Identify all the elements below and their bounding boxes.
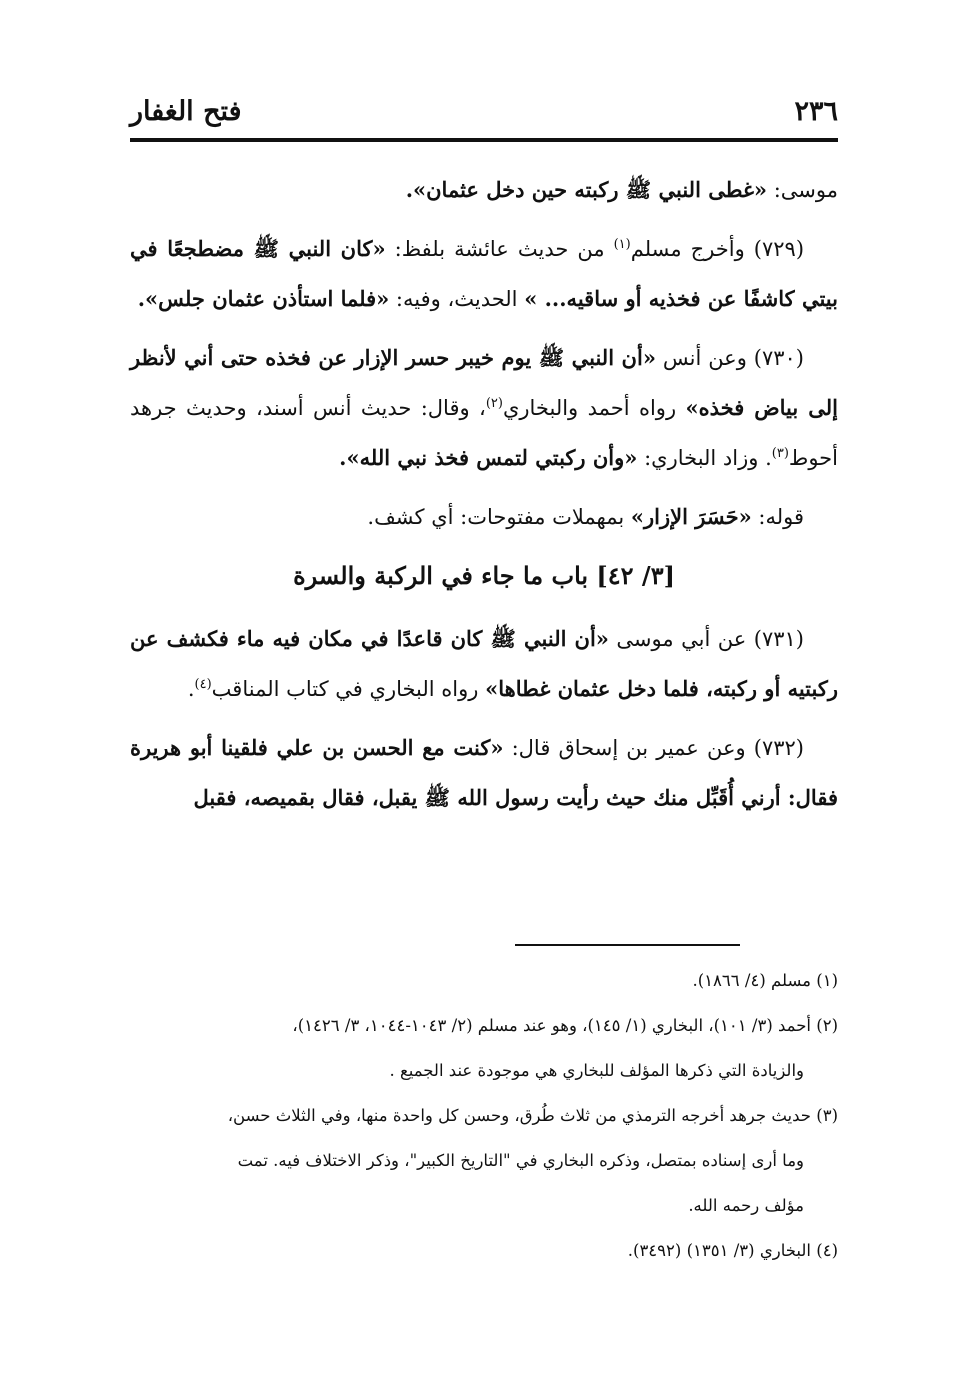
hadith-quote: «كنت مع الحسن بن علي فلقينا أبو هريرة فقال: أرني أُقَبِّل منك حيث رأيت رسول الله ﷺ يقبل، فقال بقميصه، فقبل xyxy=(130,735,838,810)
footnote-marker: (٤) xyxy=(194,677,212,692)
hadith-quote: «أن النبي ﷺ كان قاعدًا في مكان فيه ماء فكشف عن ركبتيه أو ركبته، فلما دخل عثمان غطاها» xyxy=(130,626,838,701)
hadith-quote: «غطى النبي ﷺ ركبته حين دخل عثمان». xyxy=(405,177,768,202)
footnote-4: (٤) البخاري (٣/ ١٣٥١) (٣٤٩٢). xyxy=(627,1241,838,1260)
hadith-number: (٧٣٢) xyxy=(745,736,804,760)
hadith-730 xyxy=(130,333,838,483)
hadith-number: (٧٣٠) xyxy=(746,346,804,370)
hadith-732 xyxy=(130,723,838,823)
section-heading: [٣/ ٤٢] باب ما جاء في الركبة والسرة xyxy=(293,561,675,590)
footnote-3-continuation-end: مؤلف رحمه الله. xyxy=(688,1196,804,1215)
text-fragment: رواه أحمد والبخاري xyxy=(502,396,686,420)
text-fragment: عن أبي موسى xyxy=(608,627,747,651)
text-fragment: . xyxy=(187,677,195,701)
footnote-2-continuation: والزيادة التي ذكرها المؤلف للبخاري هي موجودة عند الجميع . xyxy=(389,1061,804,1080)
footnote-3: (٣) حديث جرهد أخرجه الترمذي من ثلاث طُرق، وحسن كل واحدة منها، وفي الثلاث حسن، xyxy=(227,1106,838,1125)
footnote-2: (٢) أحمد (٣/ ١٠١)، البخاري (١/ ١٤٥)، وهو عند مسلم (٢/ ١٠٤٣-١٠٤٤، ٣/ ١٤٢٦)، xyxy=(292,1016,838,1035)
hadith-731 xyxy=(130,614,838,714)
footnotes xyxy=(130,958,838,1273)
hadith-number: (٧٢٩) xyxy=(744,237,805,261)
text-fragment: من حديث عائشة بلفظ: xyxy=(385,237,614,261)
hadith-quote: «وأن ركبتي لتمس فخذ نبي الله». xyxy=(339,445,638,470)
text-fragment: قوله: xyxy=(751,505,804,529)
text-fragment: وأخرج مسلم xyxy=(630,237,745,261)
text-fragment: الحديث، وفيه: xyxy=(389,287,525,311)
footnote-marker: (٢) xyxy=(485,396,503,411)
footnote-3-continuation: وما أرى إسناده بمتصل، وذكره البخاري في "التاريخ الكبير"، وذكر الاختلاف فيه. تمت xyxy=(237,1151,804,1170)
text-fragment: . وزاد البخاري: xyxy=(637,446,772,470)
page-header xyxy=(130,92,838,142)
hadith-quote: «فلما استأذن عثمان جلس». xyxy=(137,286,390,311)
page-number: ٢٣٦ xyxy=(794,96,838,127)
text-fragment: موسى: xyxy=(767,178,838,202)
text-fragment: وعن عمير بن إسحاق قال: xyxy=(503,736,746,760)
text-fragment: رواه البخاري في كتاب المناقب xyxy=(211,677,486,701)
quoted-term: «حَسَرَ الإزار» xyxy=(630,504,752,529)
hadith-729 xyxy=(130,224,838,324)
hadith-quote: «أن النبي ﷺ يوم خيبر حسر الإزار عن فخذه حتى أني لأنظر إلى بياض فخذه» xyxy=(130,345,838,420)
paragraph-continuation xyxy=(130,165,838,215)
footnote-marker: (١) xyxy=(613,237,631,252)
main-text xyxy=(130,165,838,832)
text-fragment: ، وقال: حديث أنس أسند، وحديث جرهد أحوط xyxy=(130,396,838,470)
footnote-1: (١) مسلم (٤/ ١٨٦٦). xyxy=(692,971,838,990)
footnote-separator xyxy=(515,944,740,946)
text-fragment: وعن أنس xyxy=(655,346,747,370)
hadith-number: (٧٣١) xyxy=(746,627,804,651)
hadith-quote: «كان النبي ﷺ مضطجعًا في بيتي كاشفًا عن فخذيه أو ساقيه... » xyxy=(130,236,838,311)
text-fragment: بمهملات مفتوحات: أي كشف. xyxy=(367,505,631,529)
commentary-paragraph xyxy=(130,492,838,542)
footnote-marker: (٣) xyxy=(771,446,789,461)
running-title: فتح الغفار xyxy=(130,96,242,127)
